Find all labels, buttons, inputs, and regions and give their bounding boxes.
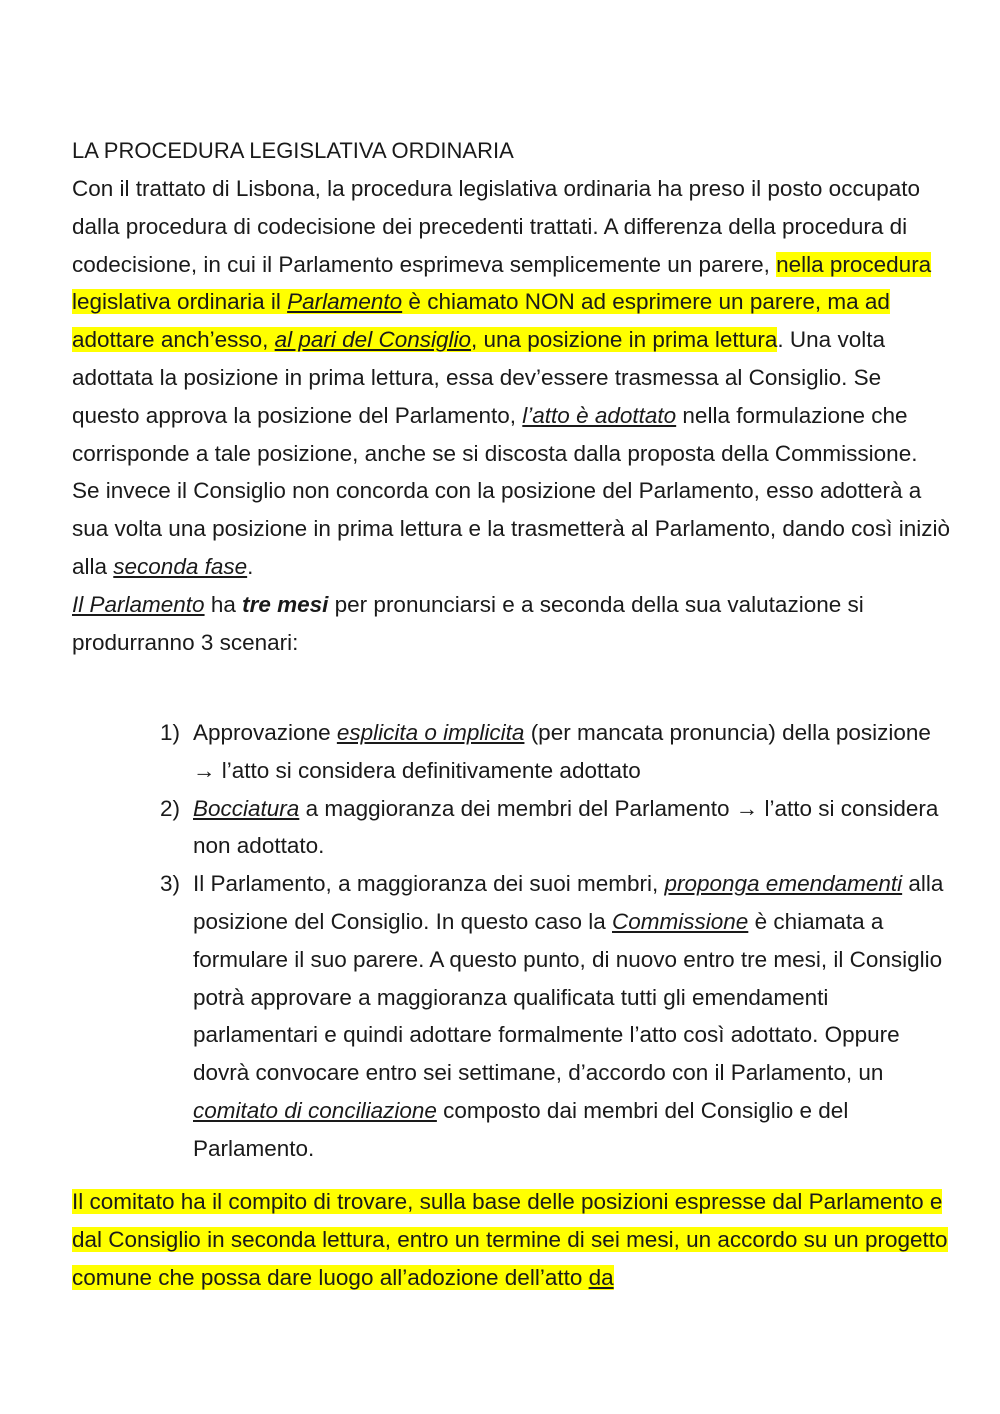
text-run: è chiamato NON ad esprimere un parere, ma ad adottare anch’esso, [72,289,890,353]
text-run: , una posizione in prima lettura [471,327,778,353]
underlined-da: da [588,1264,614,1290]
emphasis-commissione: Commissione [612,908,749,934]
text-run: per pronunciarsi e a seconda della sua valutazione si produrranno 3 scenari: [72,591,864,655]
list-number: 2) [160,795,181,821]
text-run: composto dai membri del Consiglio e del Parlamento. [193,1097,849,1161]
paragraph-consiglio [72,472,952,585]
text-run: . Una volta adottata la posizione in prima lettura, essa dev’essere trasmessa al Consiglio. Se questo approva la posizione del Parlamento, [72,327,885,428]
text-run: alla posizione del Consiglio. In questo caso la [193,871,944,934]
text-run: è chiamata a formulare il suo parere. A questo punto, di nuovo entro tre mesi, il Consiglio potrà approvare a maggioranza qualificata tutti gli emendamenti parlamentari e quindi adottare formalmente l’atto così adottato. Oppure dovrà convocare entro sei settimane, d’accordo con il Parlamento, un [193,908,943,1086]
text-run: Se invece il Consiglio non concorda con la posizione del Parlamento, esso adotterà a sua volta una posizione in prima lettura e la trasmetterà al Parlamento, dando così iniziò alla [72,478,950,579]
document-title: LA PROCEDURA LEGISLATIVA ORDINARIA [72,138,514,163]
text-run: nella formulazione che corrisponde a tale posizione, anche se si discosta dalla proposta della Commissione. [72,402,918,466]
text-run: (per mancata pronuncia) della posizione [524,720,931,745]
paragraph-tre-mesi [72,586,952,662]
text-run: . [247,553,254,579]
text-run: l’atto si considera non adottato. [193,795,939,859]
emphasis-bocciatura: Bocciatura [193,795,300,821]
text-run: nella procedura legislativa ordinaria il [72,251,932,315]
text-run: a maggioranza dei membri del Parlamento [299,795,736,821]
list-number: 3) [160,871,181,897]
emphasis-esplicita: esplicita o implicita [336,720,525,745]
emphasis-emendamenti: proponga emendamenti [664,871,903,897]
list-item [150,714,950,790]
paragraph-lisbon [72,170,952,472]
arrow-right-icon: → [735,795,759,821]
text-run: Il comitato ha il compito di trovare, sulla base delle posizioni espresse dal Parlamento e dal Consiglio in seconda lettura, entro un termine di sei mesi, un accordo su un progetto comune che possa dare luogo all’adozione dell’atto [72,1189,948,1290]
emphasis-il-parlamento: Il Parlamento [72,591,205,617]
list-number: 1) [160,720,181,745]
closing-section [72,1183,952,1296]
emphasis-parlamento: Parlamento [287,289,403,315]
emphasis-seconda-fase: seconda fase [113,553,248,579]
list-item [150,790,950,866]
text-run: Approvazione [193,720,337,745]
scenario-list [150,714,950,1168]
highlighted-text [72,1189,948,1290]
emphasis-al-pari: al pari del Consiglio [274,327,471,353]
bold-tre-mesi: tre mesi [242,591,329,617]
paragraph-comitato [72,1183,952,1296]
arrow-right-icon: → [193,757,216,783]
intro-section [72,170,952,661]
emphasis-atto-adottato: l’atto è adottato [522,402,677,428]
emphasis-comitato: comitato di conciliazione [193,1097,437,1123]
text-run: Con il trattato di Lisbona, la procedura legislativa ordinaria ha preso il posto occupato dalla procedura di codecisione dei precedenti trattati. A differenza della procedura di codecisione, in cui il Parlamento esprimeva semplicemente un parere, [72,176,921,277]
text-run: Il Parlamento, a maggioranza dei suoi membri, [193,871,665,897]
list-item [150,865,950,1167]
text-run: ha [204,591,243,617]
text-run: l’atto si considera definitivamente adottato [215,757,641,783]
